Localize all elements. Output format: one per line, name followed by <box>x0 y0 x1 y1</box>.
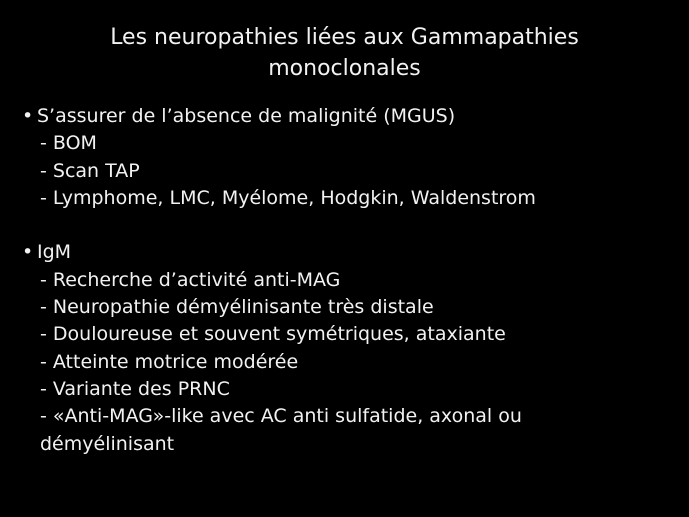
sub-item-douloureuse: - Douloureuse et souvent symétriques, ataxiante <box>40 323 506 346</box>
slide-body <box>22 103 662 458</box>
bullet-igm: • IgM <box>22 239 662 266</box>
slide-title <box>40 22 649 84</box>
sub-item-anti-mag-like-continuation: démyélinisant <box>40 432 175 455</box>
sub-item-scan-tap: - Scan TAP <box>40 159 140 182</box>
slide-title-line-2: monoclonales <box>268 56 421 81</box>
sub-item-neuropathie: - Neuropathie démyélinisante très distale <box>40 296 434 319</box>
sub-item-anti-mag-like: - «Anti-MAG»-like avec AC anti sulfatide, axonal ou <box>40 405 522 428</box>
section-spacer <box>22 212 662 239</box>
sub-item-bom: - BOM <box>40 132 97 155</box>
sub-item-variante: - Variante des PRNC <box>40 377 230 400</box>
sub-item-anti-mag: - Recherche d’activité anti-MAG <box>40 268 341 291</box>
sub-item-atteinte: - Atteinte motrice modérée <box>40 350 299 373</box>
sub-item-lymphome: - Lymphome, LMC, Myélome, Hodgkin, Waldenstrom <box>40 186 536 209</box>
bullet-malignancy: • S’assurer de l’absence de malignité (MGUS) <box>22 103 662 130</box>
slide-title-line-1: Les neuropathies liées aux Gammapathies <box>110 25 579 50</box>
